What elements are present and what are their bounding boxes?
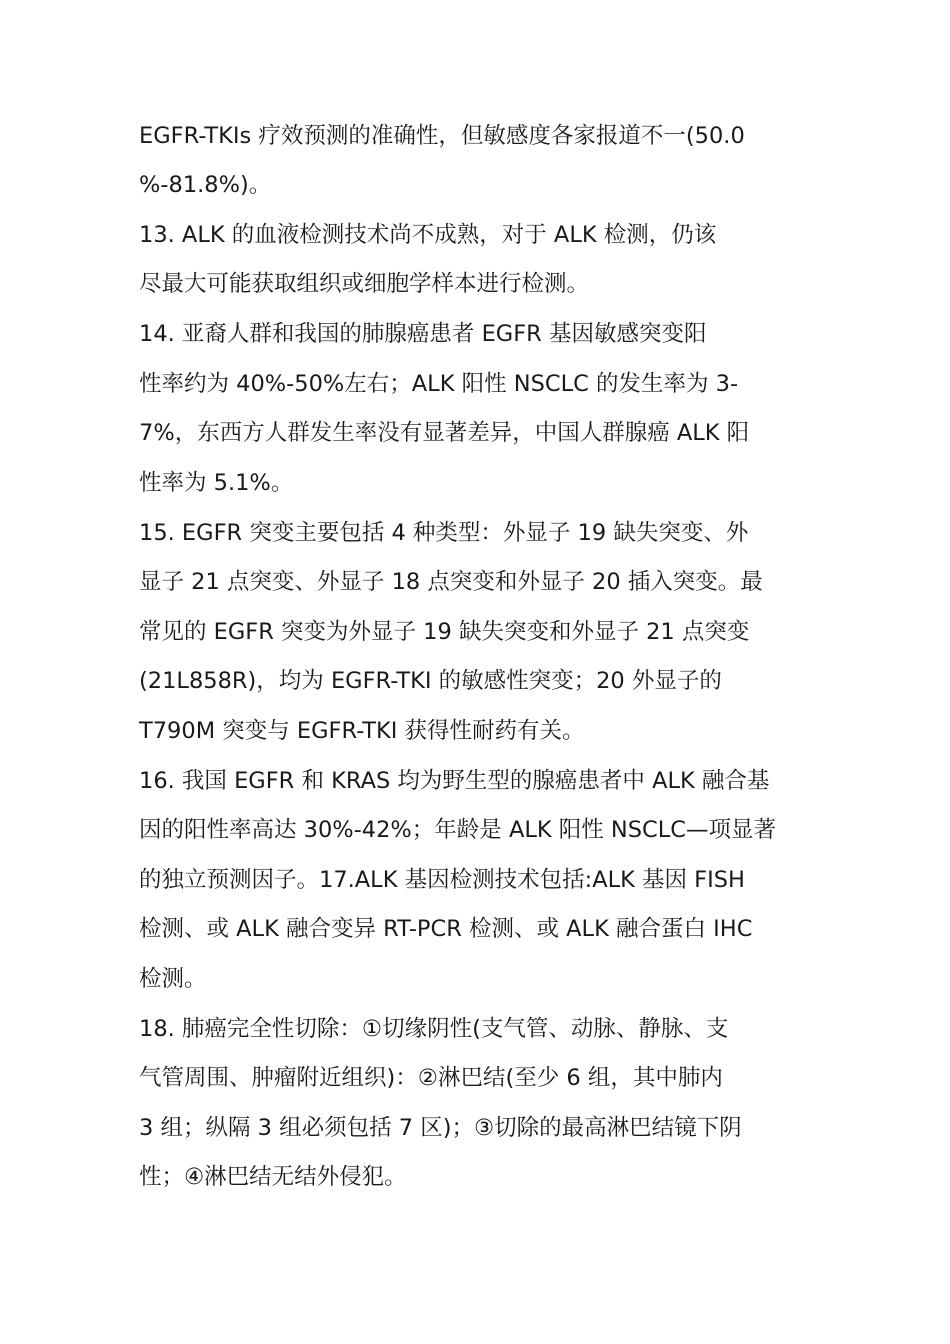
text-line: 18. 肺癌完全性切除：①切缘阴性(支气管、动脉、静脉、支: [139, 1016, 729, 1042]
text-line: 常见的 EGFR 突变为外显子 19 缺失突变和外显子 21 点突变: [139, 619, 750, 645]
text-line: 16. 我国 EGFR 和 KRAS 均为野生型的腺癌患者中 ALK 融合基: [139, 768, 770, 794]
text-line: 检测、或 ALK 融合变异 RT-PCR 检测、或 ALK 融合蛋白 IHC: [139, 916, 753, 942]
text-line: 性；④淋巴结无结外侵犯。: [139, 1164, 407, 1190]
text-line: 14. 亚裔人群和我国的肺腺癌患者 EGFR 基因敏感突变阳: [139, 321, 707, 347]
text-line: 的独立预测因子。17.ALK 基因检测技术包括:ALK 基因 FISH: [139, 867, 745, 893]
text-line: 7%，东西方人群发生率没有显著差异，中国人群腺癌 ALK 阳: [139, 420, 750, 446]
text-line: T790M 突变与 EGFR-TKI 获得性耐药有关。: [139, 718, 585, 744]
text-line: 3 组；纵隔 3 组必须包括 7 区)；③切除的最高淋巴结镜下阴: [139, 1115, 742, 1141]
text-line: 气管周围、肿瘤附近组织)：②淋巴结(至少 6 组，其中肺内: [139, 1065, 723, 1091]
text-line: 显子 21 点突变、外显子 18 点突变和外显子 20 插入突变。最: [139, 569, 763, 595]
text-line: 15. EGFR 突变主要包括 4 种类型：外显子 19 缺失突变、外: [139, 520, 749, 546]
text-line: 性率约为 40%-50%左右；ALK 阳性 NSCLC 的发生率为 3-: [139, 371, 739, 397]
text-line: 检测。: [139, 966, 207, 992]
text-line: 性率为 5.1%。: [139, 470, 294, 496]
text-line: (21L858R)，均为 EGFR-TKI 的敏感性突变；20 外显子的: [139, 668, 722, 694]
text-line: 尽最大可能获取组织或细胞学样本进行检测。: [139, 271, 590, 297]
text-line: EGFR-TKIs 疗效预测的准确性，但敏感度各家报道不一(50.0: [139, 123, 745, 149]
text-line: 13. ALK 的血液检测技术尚不成熟，对于 ALK 检测，仍该: [139, 222, 717, 248]
text-line: 因的阳性率高达 30%-42%；年龄是 ALK 阳性 NSCLC—项显著: [139, 817, 776, 843]
text-line: %-81.8%)。: [139, 172, 272, 198]
